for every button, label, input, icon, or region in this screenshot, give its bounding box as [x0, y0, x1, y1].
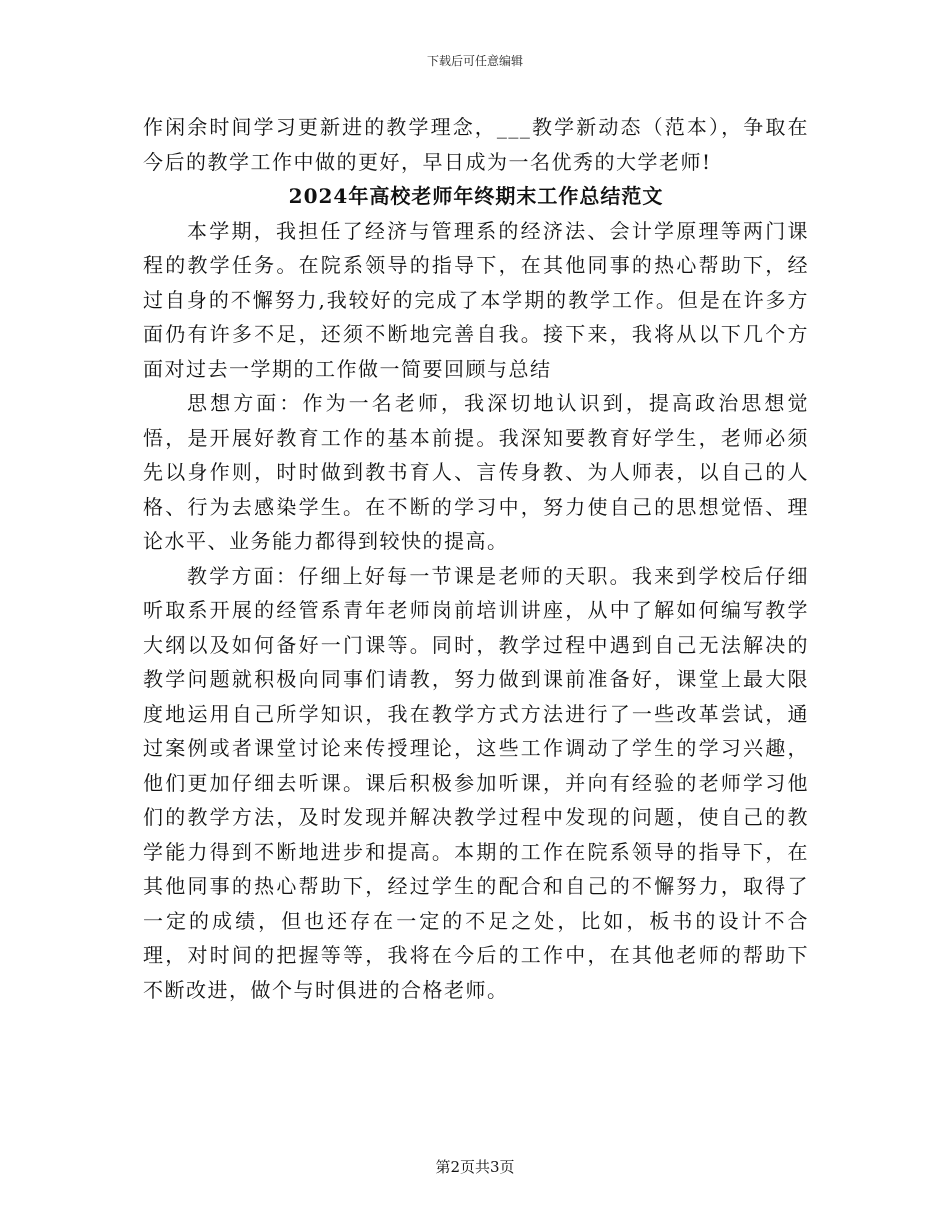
page-footer: 第2页共3页	[435, 1158, 515, 1176]
paragraph-intro: 本学期，我担任了经济与管理系的经济法、会计学原理等两门课程的教学任务。在院系领导的指导下，在其他同事的热心帮助下，经过自身的不懈努力,我较好的完成了本学期的教学工作。但是在许多方面仍有许多不足，还须不断地完善自我。接下来，我将从以下几个方面对过去一学期的工作做一简要回顾与总结	[143, 218, 809, 381]
paragraph-teaching: 教学方面：仔细上好每一节课是老师的天职。我来到学校后仔细听取系开展的经管系青年老师岗前培训讲座，从中了解如何编写教学大纲以及如何备好一门课等。同时，教学过程中遇到自己无法解决的教学问题就积极向同事们请教，努力做到课前准备好，课堂上最大限度地运用自己所学知识，我在教学方式方法进行了一些改革尝试，通过案例或者课堂讨论来传授理论，这些工作调动了学生的学习兴趣，他们更加仔细去听课。课后积极参加听课，并向有经验的老师学习他们的教学方法，及时发现并解决教学过程中发现的问题，使自己的教学能力得到不断地进步和提高。本期的工作在院系领导的指导下，在其他同事的热心帮助下，经过学生的配合和自己的不懈努力，取得了一定的成绩，但也还存在一定的不足之处，比如，板书的设计不合理，对时间的把握等等，我将在今后的工作中，在其他老师的帮助下不断改进，做个与时俱进的合格老师。	[143, 563, 809, 1002]
document-title: 2024年高校老师年终期末工作总结范文	[288, 184, 664, 208]
paragraph-continuation: 作闲余时间学习更新进的教学理念，___教学新动态（范本），争取在今后的教学工作中做的更好，早日成为一名优秀的大学老师!	[143, 115, 809, 174]
document-body	[143, 110, 809, 1007]
page-header: 下载后可任意编辑	[426, 54, 523, 68]
paragraph-ideology: 思想方面：作为一名老师，我深切地认识到，提高政治思想觉悟，是开展好教育工作的基本前提。我深知要教育好学生，老师必须先以身作则，时时做到教书育人、言传身教、为人师表，以自己的人格、行为去感染学生。在不断的学习中，努力使自己的思想觉悟、理论水平、业务能力都得到较快的提高。	[143, 391, 809, 553]
